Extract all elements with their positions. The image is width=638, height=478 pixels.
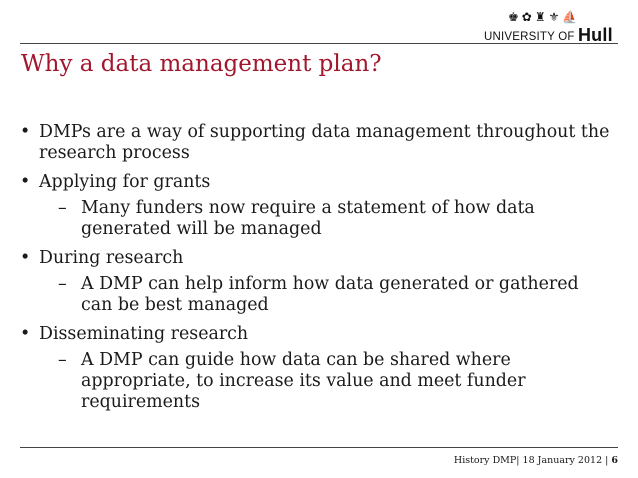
crest-row xyxy=(508,10,577,24)
bullet-marker: • xyxy=(20,172,31,192)
sub-bullet-item xyxy=(39,198,612,240)
crest-icon: ♚ xyxy=(508,10,519,24)
header-divider xyxy=(20,43,618,44)
sub-bullet-item xyxy=(39,274,612,316)
fleur-icon: ⚜ xyxy=(548,10,560,24)
bullet-text: Disseminating research xyxy=(39,324,249,344)
bullet-text: Applying for grants xyxy=(39,172,211,192)
bullet-item xyxy=(20,122,612,164)
sub-bullet-marker: – xyxy=(58,198,67,218)
rose-icon: ✿ xyxy=(521,10,532,24)
university-logo xyxy=(484,10,618,45)
bullet-text: During research xyxy=(39,248,184,268)
sub-bullet-marker: – xyxy=(58,350,67,370)
tower-icon: ♜ xyxy=(534,10,546,24)
logo-hull: Hull xyxy=(577,25,613,45)
footer-divider xyxy=(20,447,618,448)
slide-title: Why a data management plan? xyxy=(21,51,382,77)
bullet-marker: • xyxy=(20,324,31,344)
page-number: 6 xyxy=(611,455,618,466)
sub-bullet-text: A DMP can guide how data can be shared where appropriate, to increase its value and meet funder requirements xyxy=(81,350,526,412)
logo-university-of: UNIVERSITY OF xyxy=(484,31,575,43)
bullet-item xyxy=(20,248,612,316)
sub-bullet-text: A DMP can help inform how data generated or gathered can be best managed xyxy=(81,274,579,315)
bullet-marker: • xyxy=(20,122,31,142)
bullet-text: DMPs are a way of supporting data management throughout the research process xyxy=(39,122,610,163)
sub-bullet-text: Many funders now require a statement of how data generated will be managed xyxy=(81,198,535,239)
sub-bullet-marker: – xyxy=(58,274,67,294)
footer-text: History DMP| 18 January 2012 | xyxy=(453,455,609,466)
bullet-marker: • xyxy=(20,248,31,268)
bullet-list xyxy=(20,122,612,421)
sub-bullet-item xyxy=(39,350,612,413)
bullet-item xyxy=(20,324,612,413)
bullet-item xyxy=(20,172,612,240)
logo-text xyxy=(484,24,613,45)
ship-icon: ⛵ xyxy=(562,10,578,24)
footer xyxy=(454,455,618,466)
